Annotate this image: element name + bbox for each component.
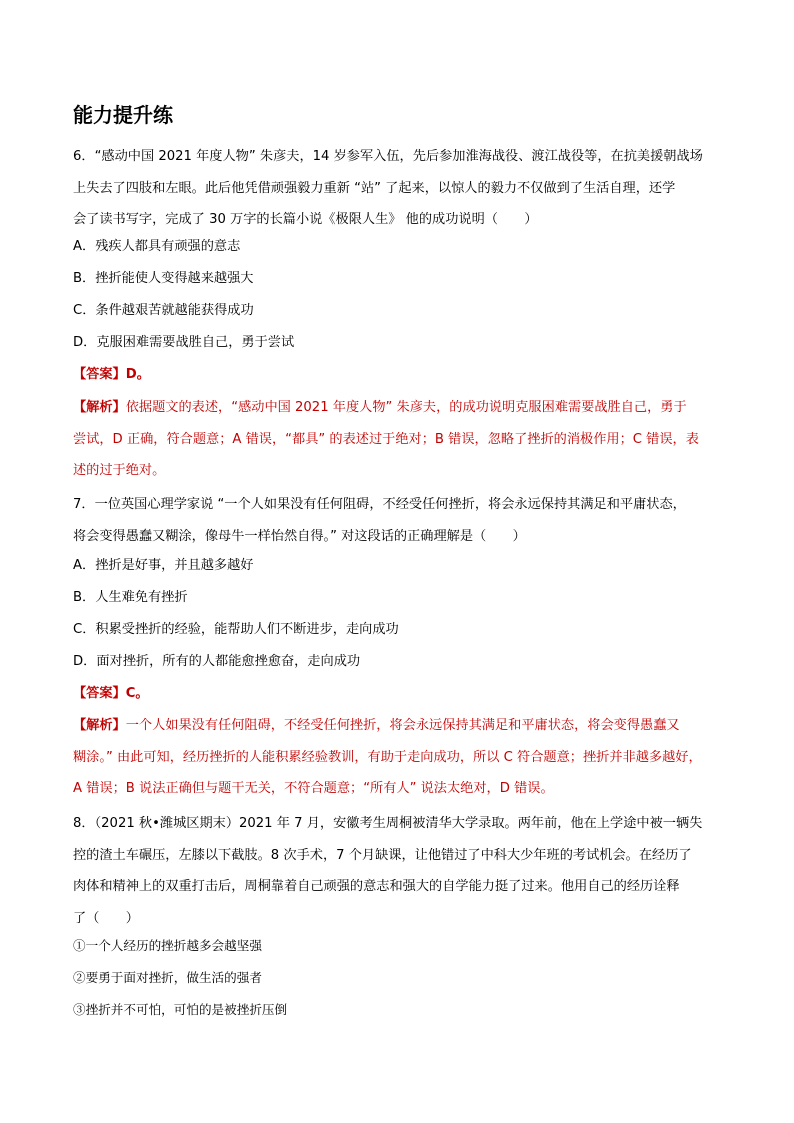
- question-6-stem: [73, 141, 733, 236]
- analysis-text: 依据题文的表述，“感动中国 2021 年度人物” 朱彦夫，的成功说明克服困难需要战胜自己，勇于: [125, 400, 687, 415]
- analysis-line: 糊涂。” 由此可知，经历挫折的人能积累经验教训，有助于走向成功，所以 C 符合题意；挫折并非越多越好，: [73, 749, 702, 765]
- question-6-answer: [73, 365, 150, 385]
- question-6-line: 6．“感动中国 2021 年度人物” 朱彦夫，14 岁参军入伍，先后参加淮海战役、渡江战役等，在抗美援朝战场: [73, 149, 703, 164]
- question-6-option-b: B．挫折能使人变得越来越强大: [73, 271, 254, 286]
- question-7-stem: [73, 489, 733, 552]
- question-7-line: 将会变得愚蠢又糊涂，像母牛一样怡然自得。” 对这段话的正确理解是（ ）: [73, 528, 526, 544]
- question-6-option-d: D．克服困难需要战胜自己，勇于尝试: [73, 335, 295, 350]
- answer-tag: 【答案】: [73, 686, 126, 701]
- question-8-line: 了（ ）: [73, 910, 139, 926]
- answer-value: C。: [125, 686, 149, 701]
- question-8-line: 控的渣土车碾压，左膝以下截肢。8 次手术，7 个月缺课，让他错过了中科大少年班的考试机会。在经历了: [73, 847, 692, 863]
- analysis-line: A 错误；B 说法正确但与题干无关，不符合题意；“所有人” 说法太绝对，D 错误。: [73, 781, 554, 796]
- question-8-option-1: ①一个人经历的挫折越多会越坚强: [73, 938, 262, 953]
- question-6-option-a: A．残疾人都具有顽强的意志: [73, 239, 241, 254]
- question-7-analysis: [73, 710, 733, 805]
- question-7-line: 7．一位英国心理学家说 “一个人如果没有任何阻碍，不经受任何挫折，将会永远保持其满足和平庸状态，: [73, 497, 686, 512]
- answer-tag: 【答案】: [73, 367, 126, 382]
- analysis-text: 一个人如果没有任何阻碍，不经受任何挫折，将会永远保持其满足和平庸状态，将会变得愚蠢又: [125, 718, 680, 733]
- question-7-option-a: A．挫折是好事，并且越多越好: [73, 558, 254, 573]
- question-7-answer: [73, 684, 149, 704]
- question-6-line: 会了读书写字，完成了 30 万字的长篇小说《极限人生》 他的成功说明（ ）: [73, 212, 538, 227]
- question-7-option-c: C．积累受挫折的经验，能帮助人们不断进步，走向成功: [73, 622, 399, 637]
- question-8-line: 8．（2021 秋•潍城区期末）2021 年 7 月，安徽考生周桐被清华大学录取。两年前，他在上学途中被一辆失: [73, 816, 703, 831]
- question-6-line: 上失去了四肢和左眼。此后他凭借顽强毅力重新 “站” 了起来，以惊人的毅力不仅做到了生活自理，还学: [73, 180, 676, 196]
- analysis-line: [73, 710, 733, 742]
- question-7-option-d: D．面对挫折，所有的人都能愈挫愈奋，走向成功: [73, 654, 361, 669]
- analysis-line: 述的过于绝对。: [73, 463, 166, 478]
- question-6-option-c: C．条件越艰苦就越能获得成功: [73, 303, 254, 318]
- analysis-line: 尝试，D 正确，符合题意；A 错误，“都具” 的表述过于绝对；B 错误，忽略了挫折的消极作用；C 错误，表: [73, 431, 699, 447]
- question-8-line: 肉体和精神上的双重打击后，周桐靠着自己顽强的意志和强大的自学能力挺了过来。他用自己的经历诠释: [73, 879, 680, 894]
- question-7-option-b: B．人生难免有挫折: [73, 590, 188, 605]
- question-8-option-2: ②要勇于面对挫折，做生活的强者: [73, 970, 262, 985]
- analysis-line: [73, 392, 733, 424]
- analysis-tag: 【解析】: [73, 400, 126, 415]
- question-8-stem: [73, 808, 733, 934]
- answer-value: D。: [125, 367, 150, 382]
- section-title: 能力提升练: [73, 103, 173, 127]
- analysis-tag: 【解析】: [73, 718, 126, 733]
- question-6-analysis: [73, 392, 733, 487]
- question-8-option-3: ③挫折并不可怕，可怕的是被挫折压倒: [73, 1002, 288, 1017]
